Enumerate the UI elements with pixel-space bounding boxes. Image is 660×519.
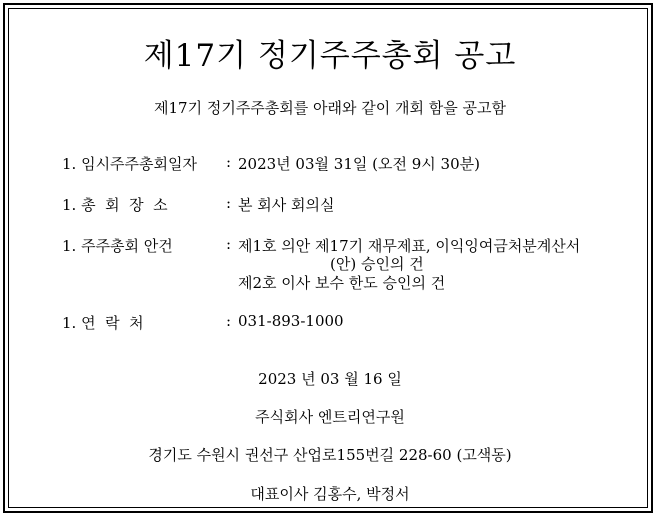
item-colon: : [226,194,232,212]
item-value: 제1호 의안 제17기 재무제표, 이익잉여금처분계산서 [238,237,581,255]
item-colon: : [226,312,232,330]
item-value: 2023년 03월 31일 (오전 9시 30분) [238,155,480,173]
agenda-item-2: 제2호 이사 보수 한도 승인의 건 [238,274,446,292]
item-label: 1. 총 회 장 소 [62,196,168,214]
notice-lead: 제17기 정기주주총회를 아래와 같이 개회 함을 공고함 [154,99,506,117]
notice-inner-border [8,8,648,508]
item-value: 본 회사 회의실 [238,196,335,214]
item-label: 1. 주주총회 안건 [62,237,173,255]
notice-title: 제17기 정기주주총회 공고 [143,38,517,74]
notice-date: 2023 년 03 월 16 일 [258,370,402,388]
item-colon: : [226,153,232,171]
item-colon: : [226,235,232,253]
item-label: 1. 연 락 처 [62,314,144,332]
agenda-continuation: (안) 승인의 건 [330,255,424,273]
item-value: 031-893-1000 [238,312,344,330]
representatives: 대표이사 김홍수, 박정서 [250,485,410,503]
company-name: 주식회사 엔트리연구원 [255,408,405,426]
item-label: 1. 임시주주총회일자 [62,155,198,173]
company-address: 경기도 수원시 권선구 산업로155번길 228-60 (고색동) [148,446,512,464]
